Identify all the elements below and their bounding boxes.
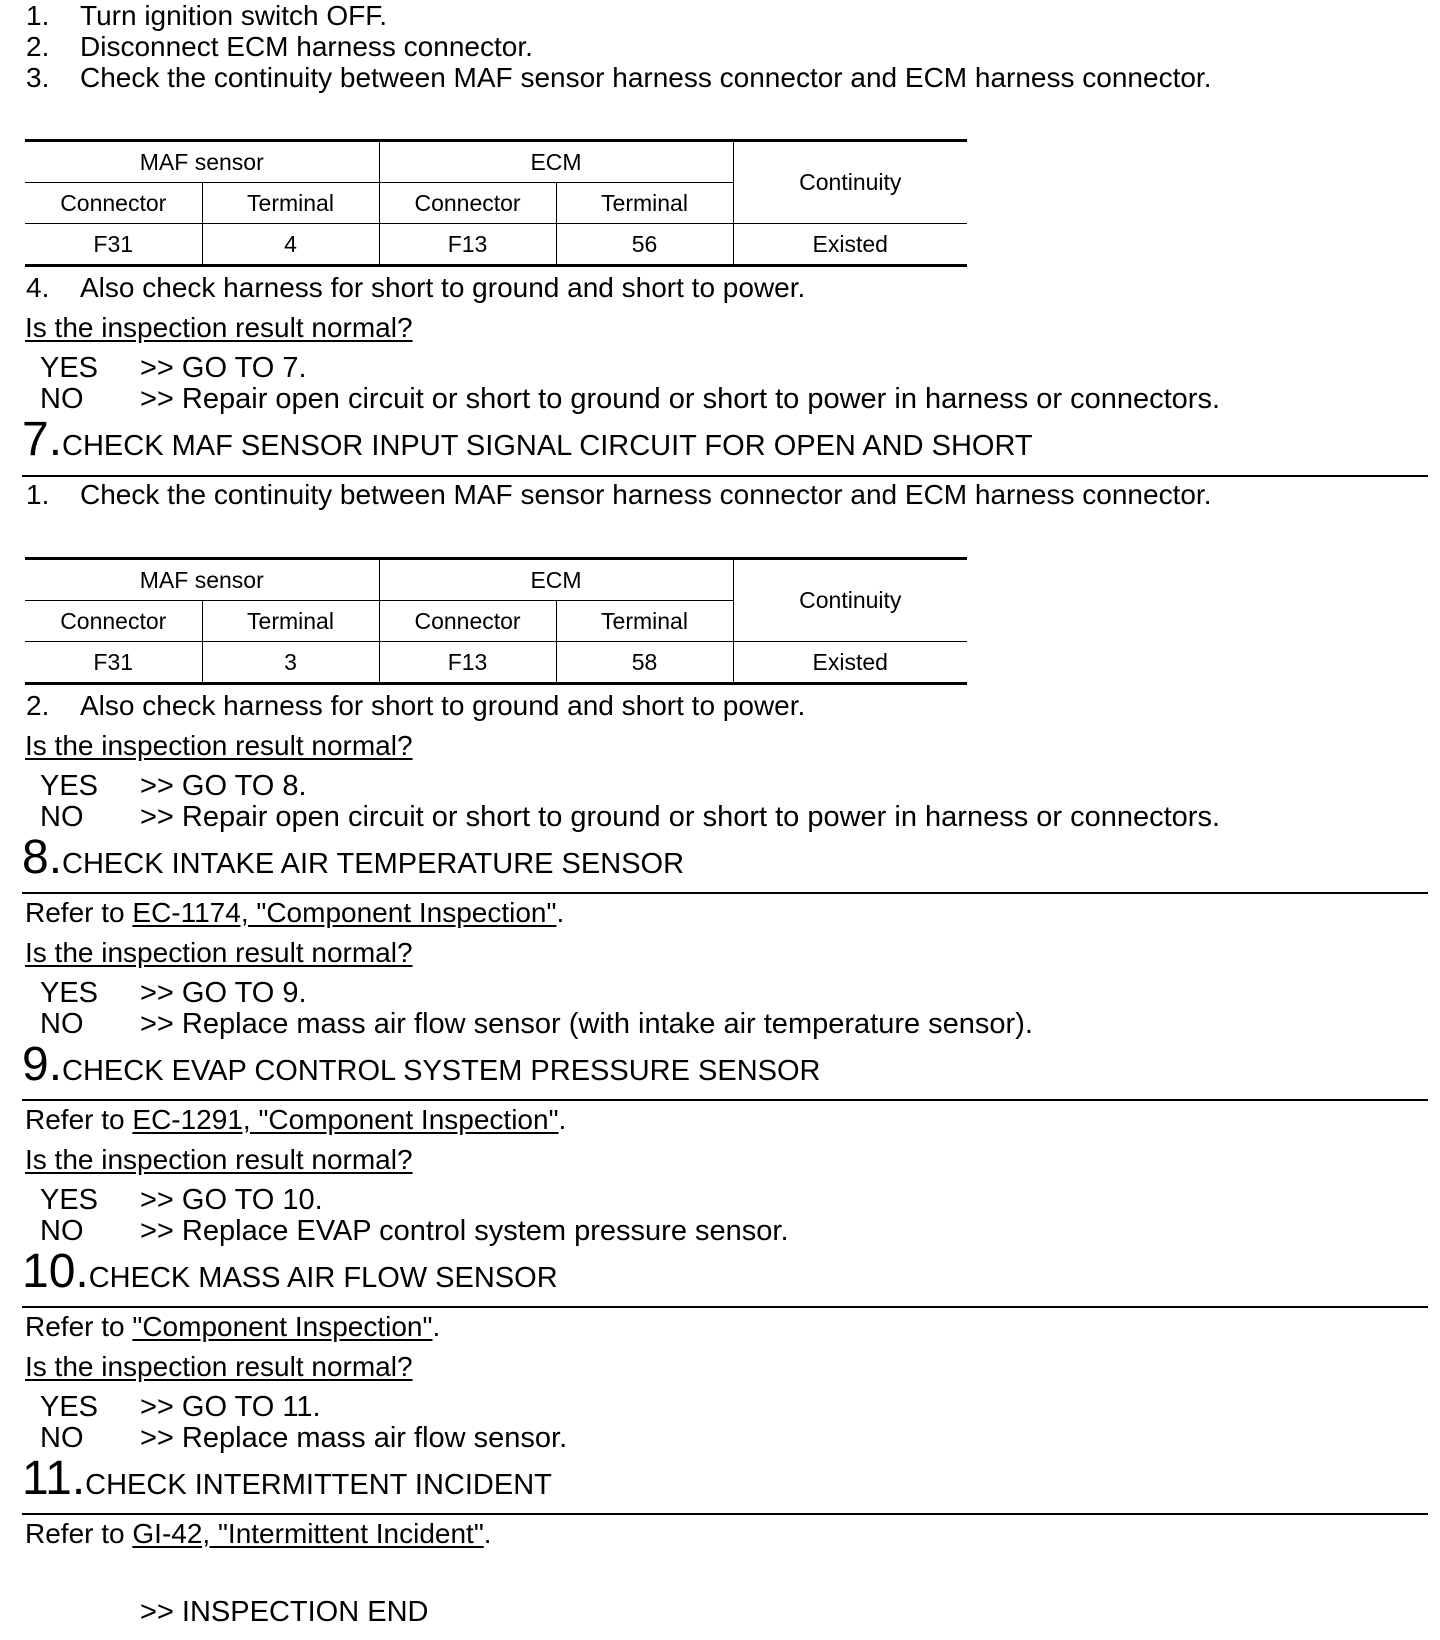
- header-connector: Connector: [379, 183, 556, 224]
- step-number: 3.: [26, 62, 50, 93]
- maf-connector-cell: F31: [25, 224, 202, 266]
- yes-label: YES: [40, 1391, 99, 1423]
- step-text: Also check harness for short to ground and short to power.: [80, 690, 806, 721]
- no-action: >> Replace EVAP control system pressure sensor.: [140, 1215, 789, 1247]
- maf-terminal-cell: 4: [202, 224, 379, 266]
- step-number: 4.: [26, 272, 50, 303]
- step-text: Disconnect ECM harness connector.: [80, 31, 533, 62]
- no-label: NO: [40, 1008, 84, 1040]
- no-label: NO: [40, 1215, 84, 1247]
- ecm-connector-cell: F13: [379, 224, 556, 266]
- continuity-cell: Existed: [733, 224, 967, 266]
- table-row: [25, 642, 967, 684]
- section-divider: [22, 1099, 1428, 1101]
- inspection-question: Is the inspection result normal?: [25, 1144, 413, 1175]
- continuity-cell: Existed: [733, 642, 967, 684]
- inspection-question: Is the inspection result normal?: [25, 1351, 413, 1382]
- step-11-number: 11.: [22, 1452, 86, 1505]
- maf-connector-cell: F31: [25, 642, 202, 684]
- header-terminal: Terminal: [556, 183, 733, 224]
- no-action: >> Repair open circuit or short to ground or short to power in harness or connectors.: [140, 383, 1221, 415]
- yes-action: >> GO TO 8.: [140, 770, 307, 802]
- refer-line: Refer to "Component Inspection".: [25, 1311, 441, 1342]
- step-10-title: CHECK MASS AIR FLOW SENSOR: [88, 1262, 558, 1294]
- step-10-number: 10.: [22, 1245, 89, 1298]
- header-connector: Connector: [25, 601, 202, 642]
- step-8-number: 8.: [22, 831, 63, 884]
- no-action: >> Repair open circuit or short to ground or short to power in harness or connectors.: [140, 801, 1221, 833]
- step-11-title: CHECK INTERMITTENT INCIDENT: [85, 1469, 552, 1501]
- step-number: 1.: [26, 479, 50, 510]
- header-maf-sensor: MAF sensor: [25, 141, 379, 183]
- step-7-number: 7.: [22, 413, 63, 466]
- refer-prefix: Refer to: [25, 1104, 125, 1135]
- no-label: NO: [40, 383, 84, 415]
- gi-42-link[interactable]: GI-42, "Intermittent Incident": [132, 1518, 484, 1549]
- refer-line: Refer to EC-1291, "Component Inspection".: [25, 1104, 567, 1135]
- component-inspection-link[interactable]: "Component Inspection": [132, 1311, 433, 1342]
- refer-prefix: Refer to: [25, 1311, 125, 1342]
- step-7-title: CHECK MAF SENSOR INPUT SIGNAL CIRCUIT FOR OPEN AND SHORT: [62, 430, 1033, 462]
- ecm-connector-cell: F13: [379, 642, 556, 684]
- inspection-question: Is the inspection result normal?: [25, 730, 413, 761]
- no-label: NO: [40, 1422, 84, 1454]
- continuity-table-1: [25, 139, 967, 267]
- ec-1174-link[interactable]: EC-1174, "Component Inspection": [132, 897, 557, 928]
- header-terminal: Terminal: [202, 183, 379, 224]
- yes-label: YES: [40, 977, 99, 1009]
- header-maf-sensor: MAF sensor: [25, 559, 379, 601]
- section-divider: [22, 1513, 1428, 1515]
- step-number: 2.: [26, 690, 50, 721]
- header-ecm: ECM: [379, 141, 733, 183]
- yes-action: >> GO TO 11.: [140, 1391, 321, 1423]
- refer-prefix: Refer to: [25, 897, 125, 928]
- yes-label: YES: [40, 770, 99, 802]
- step-11-heading: [22, 1452, 552, 1505]
- header-connector: Connector: [25, 183, 202, 224]
- inspection-question: Is the inspection result normal?: [25, 312, 413, 343]
- inspection-question: Is the inspection result normal?: [25, 937, 413, 968]
- no-label: NO: [40, 801, 84, 833]
- refer-line: Refer to EC-1174, "Component Inspection".: [25, 897, 565, 928]
- section-divider: [22, 475, 1428, 477]
- step-text: Turn ignition switch OFF.: [80, 0, 388, 31]
- header-terminal: Terminal: [202, 601, 379, 642]
- header-continuity: Continuity: [733, 559, 967, 642]
- step-9-number: 9.: [22, 1038, 63, 1091]
- inspection-end: >> INSPECTION END: [140, 1596, 429, 1628]
- no-action: >> Replace mass air flow sensor.: [140, 1422, 568, 1454]
- header-terminal: Terminal: [556, 601, 733, 642]
- step-text: Check the continuity between MAF sensor harness connector and ECM harness connector.: [80, 62, 1212, 93]
- header-connector: Connector: [379, 601, 556, 642]
- step-8-title: CHECK INTAKE AIR TEMPERATURE SENSOR: [62, 848, 685, 880]
- step-10-heading: [22, 1245, 558, 1298]
- step-8-heading: [22, 831, 685, 884]
- ecm-terminal-cell: 58: [556, 642, 733, 684]
- yes-action: >> GO TO 7.: [140, 352, 307, 384]
- step-text: Also check harness for short to ground and short to power.: [80, 272, 806, 303]
- section-divider: [22, 892, 1428, 894]
- step-7-heading: [22, 413, 1033, 466]
- refer-prefix: Refer to: [25, 1518, 125, 1549]
- yes-label: YES: [40, 352, 99, 384]
- step-number: 1.: [26, 0, 50, 31]
- step-number: 2.: [26, 31, 50, 62]
- refer-line: Refer to GI-42, "Intermittent Incident".: [25, 1518, 492, 1549]
- step-9-heading: [22, 1038, 821, 1091]
- yes-action: >> GO TO 10.: [140, 1184, 323, 1216]
- step-text: Check the continuity between MAF sensor harness connector and ECM harness connector.: [80, 479, 1212, 510]
- ec-1291-link[interactable]: EC-1291, "Component Inspection": [132, 1104, 559, 1135]
- ecm-terminal-cell: 56: [556, 224, 733, 266]
- yes-action: >> GO TO 9.: [140, 977, 307, 1009]
- section-divider: [22, 1306, 1428, 1308]
- continuity-table-2: [25, 557, 967, 685]
- table-row: [25, 224, 967, 266]
- maf-terminal-cell: 3: [202, 642, 379, 684]
- header-continuity: Continuity: [733, 141, 967, 224]
- header-ecm: ECM: [379, 559, 733, 601]
- yes-label: YES: [40, 1184, 99, 1216]
- no-action: >> Replace mass air flow sensor (with intake air temperature sensor).: [140, 1008, 1033, 1040]
- step-9-title: CHECK EVAP CONTROL SYSTEM PRESSURE SENSOR: [62, 1055, 821, 1087]
